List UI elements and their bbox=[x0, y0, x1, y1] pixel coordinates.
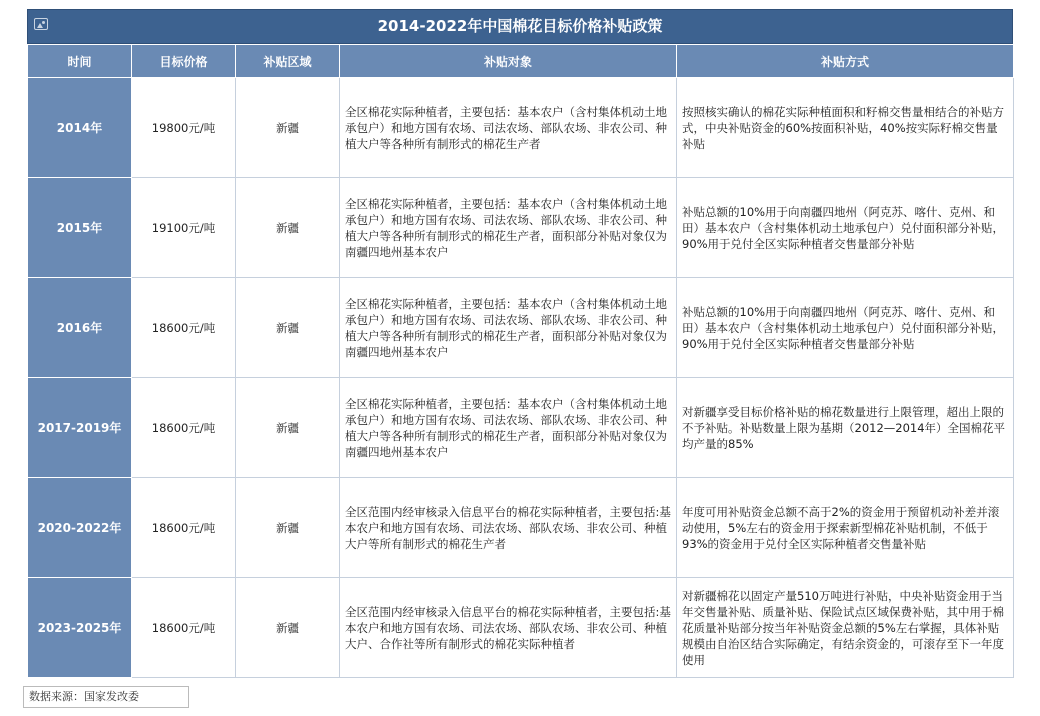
header-subsidy-target: 补贴对象 bbox=[340, 45, 677, 78]
cell-region: 新疆 bbox=[236, 478, 340, 578]
cell-target: 全区棉花实际种植者，主要包括：基本农户（含村集体机动土地承包户）和地方国有农场、司法农场、部队农场、非农公司、种植大户等各种所有制形式的棉花生产者 bbox=[340, 78, 677, 178]
policy-table-container bbox=[27, 9, 1013, 678]
table-title: 2014-2022年中国棉花目标价格补贴政策 bbox=[377, 17, 663, 35]
table-row bbox=[28, 78, 1014, 178]
cell-region: 新疆 bbox=[236, 178, 340, 278]
cell-price: 18600元/吨 bbox=[132, 478, 236, 578]
cell-year: 2017-2019年 bbox=[28, 378, 132, 478]
cell-region: 新疆 bbox=[236, 378, 340, 478]
cell-target: 全区范围内经审核录入信息平台的棉花实际种植者，主要包括:基本农户和地方国有农场、司法农场、部队农场、非农公司、种植大户、合作社等所有制形式的棉花实际种植者 bbox=[340, 578, 677, 678]
header-region: 补贴区域 bbox=[236, 45, 340, 78]
table-row bbox=[28, 478, 1014, 578]
cell-target: 全区棉花实际种植者，主要包括：基本农户（含村集体机动土地承包户）和地方国有农场、司法农场、部队农场、非农公司、种植大户等各种所有制形式的棉花生产者，面积部分补贴对象仅为南疆四地州基本农户 bbox=[340, 278, 677, 378]
cell-year: 2014年 bbox=[28, 78, 132, 178]
cell-target: 全区棉花实际种植者，主要包括：基本农户（含村集体机动土地承包户）和地方国有农场、司法农场、部队农场、非农公司、种植大户等各种所有制形式的棉花生产者，面积部分补贴对象仅为南疆四地州基本农户 bbox=[340, 378, 677, 478]
table-row bbox=[28, 578, 1014, 678]
cell-method: 对新疆棉花以固定产量510万吨进行补贴，中央补贴资金用于当年交售量补贴、质量补贴、保险试点区域保费补贴，其中用于棉花质量补贴部分按当年补贴资金总额的5%左右掌握，具体补贴规模由自治区结合实际确定，有结余资金的，可滚存至下一年度使用 bbox=[677, 578, 1014, 678]
cell-price: 18600元/吨 bbox=[132, 378, 236, 478]
table-row bbox=[28, 278, 1014, 378]
header-time: 时间 bbox=[28, 45, 132, 78]
cell-method: 对新疆享受目标价格补贴的棉花数量进行上限管理，超出上限的不予补贴。补贴数量上限为基期（2012—2014年）全国棉花平均产量的85% bbox=[677, 378, 1014, 478]
header-target-price: 目标价格 bbox=[132, 45, 236, 78]
cell-region: 新疆 bbox=[236, 78, 340, 178]
cell-region: 新疆 bbox=[236, 278, 340, 378]
cell-method: 补贴总额的10%用于向南疆四地州（阿克苏、喀什、克州、和田）基本农户（含村集体机动土地承包户）兑付面积部分补贴，90%用于兑付全区实际种植者交售量部分补贴 bbox=[677, 278, 1014, 378]
table-title-bar bbox=[27, 9, 1013, 44]
cell-price: 18600元/吨 bbox=[132, 278, 236, 378]
cell-region: 新疆 bbox=[236, 578, 340, 678]
cell-year: 2015年 bbox=[28, 178, 132, 278]
image-icon bbox=[34, 18, 48, 30]
cell-year: 2020-2022年 bbox=[28, 478, 132, 578]
cell-method: 按照核实确认的棉花实际种植面积和籽棉交售量相结合的补贴方式，中央补贴资金的60%按面积补贴，40%按实际籽棉交售量补贴 bbox=[677, 78, 1014, 178]
table-row bbox=[28, 178, 1014, 278]
policy-table bbox=[27, 44, 1014, 678]
table-row bbox=[28, 378, 1014, 478]
cell-year: 2023-2025年 bbox=[28, 578, 132, 678]
data-source-note: 数据来源：国家发改委 bbox=[23, 686, 189, 708]
cell-price: 19800元/吨 bbox=[132, 78, 236, 178]
cell-price: 18600元/吨 bbox=[132, 578, 236, 678]
cell-method: 补贴总额的10%用于向南疆四地州（阿克苏、喀什、克州、和田）基本农户（含村集体机动土地承包户）兑付面积部分补贴，90%用于兑付全区实际种植者交售量部分补贴 bbox=[677, 178, 1014, 278]
cell-price: 19100元/吨 bbox=[132, 178, 236, 278]
cell-year: 2016年 bbox=[28, 278, 132, 378]
cell-method: 年度可用补贴资金总额不高于2%的资金用于预留机动补差并滚动使用，5%左右的资金用于探索新型棉花补贴机制，不低于93%的资金用于兑付全区实际种植者交售量补贴 bbox=[677, 478, 1014, 578]
cell-target: 全区棉花实际种植者，主要包括：基本农户（含村集体机动土地承包户）和地方国有农场、司法农场、部队农场、非农公司、种植大户等各种所有制形式的棉花生产者，面积部分补贴对象仅为南疆四地州基本农户 bbox=[340, 178, 677, 278]
table-header-row bbox=[28, 45, 1014, 78]
cell-target: 全区范围内经审核录入信息平台的棉花实际种植者，主要包括:基本农户和地方国有农场、司法农场、部队农场、非农公司、种植大户等所有制形式的棉花生产者 bbox=[340, 478, 677, 578]
header-subsidy-method: 补贴方式 bbox=[677, 45, 1014, 78]
